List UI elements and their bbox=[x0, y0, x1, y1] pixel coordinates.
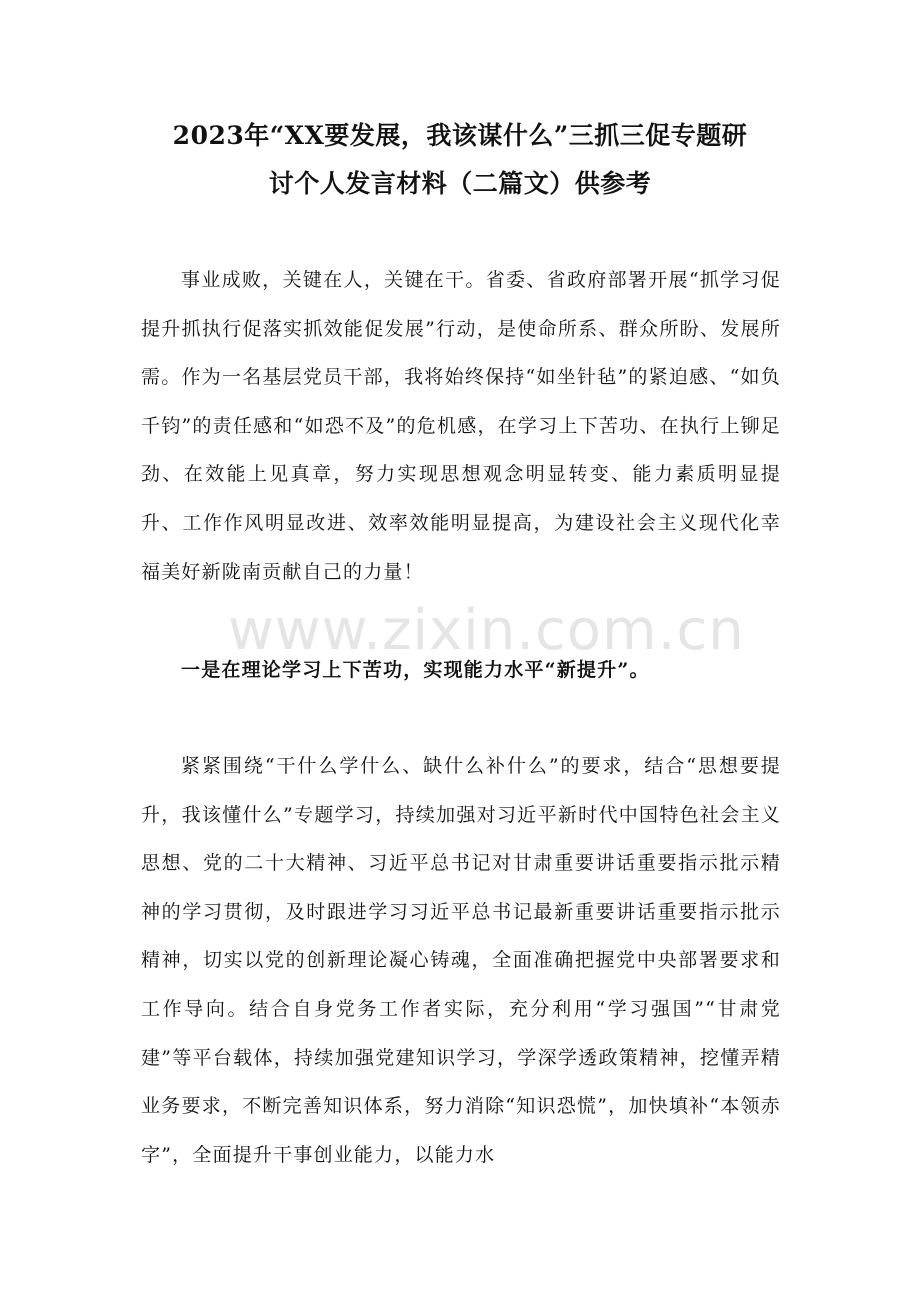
title-line-1: 2023年“XX要发展，我该谋什么”三抓三促专题研 bbox=[172, 121, 748, 150]
document-title bbox=[120, 112, 800, 208]
section-heading: 一是在理论学习上下苦功，实现能力水平“新提升”。 bbox=[181, 659, 650, 681]
title-line-2: 讨个人发言材料（二篇文）供参考 bbox=[268, 169, 652, 198]
watermark: www.zixin.com.cn bbox=[228, 598, 745, 663]
body-paragraph: 紧紧围绕“干什么学什么、缺什么补什么”的要求，结合“思想要提升，我该懂什么”专题学习，持续加强对习近平新时代中国特色社会主义思想、党的二十大精神、习近平总书记对甘肃重要讲话重要指示批示精神的学习贯彻，及时跟进学习习近平总书记最新重要讲话重要指示批示精神，切实以党的创新理论凝心铸魂，全面准确把握党中央部署要求和工作导向。结合自身党务工作者实际，充分利用“学习强国”“甘肃党建”等平台载体，持续加强党建知识学习，学深学透政策精神，挖懂弄精业务要求，不断完善知识体系，努力消除“知识恐慌”，加快填补“本领赤字”，全面提升干事创业能力，以能力水 bbox=[141, 755, 781, 1166]
intro-paragraph: 事业成败，关键在人，关键在干。省委、省政府部署开展“抓学习促提升抓执行促落实抓效能促发展”行动，是使命所系、群众所盼、发展所需。作为一名基层党员干部，我将始终保持“如坐针毡”的紧迫感、“如负千钧”的责任感和“如恐不及”的危机感，在学习上下苦功、在执行上铆足劲、在效能上见真章，努力实现思想观念明显转变、能力素质明显提升、工作作风明显改进、效率效能明显提高，为建设社会主义现代化幸福美好新陇南贡献自己的力量！ bbox=[141, 269, 781, 583]
